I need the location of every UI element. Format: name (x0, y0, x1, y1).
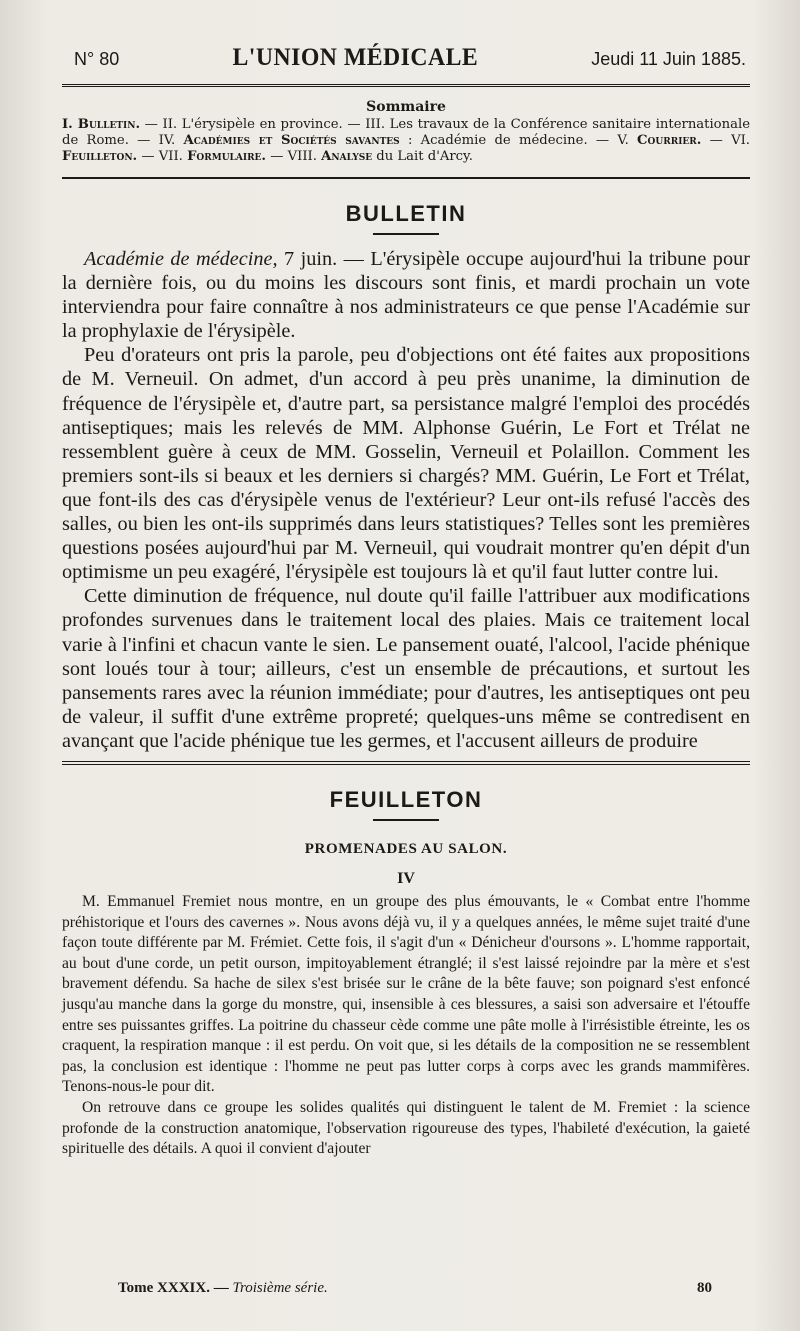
divider (62, 761, 750, 765)
bulletin-section (62, 201, 750, 753)
toc-text-part: — VII. (137, 149, 188, 164)
series-label: Troisième série. (232, 1280, 328, 1296)
toc-text-part: : Académie de médecine. — V. (399, 133, 638, 148)
feuilleton-paragraph: M. Emmanuel Fremiet nous montre, en un groupe des plus émouvants, le « Combat entre l'homme préhistorique et l'ours des cavernes ». Nous avons déjà vu, il y a quelques années, le même sujet traité d'une façon toute différente par M. Frémiet. Cette fois, il s'agit d'un « Dénicheur d'oursons ». L'homme rapportait, au bout d'une corde, un petit ourson, impitoyablement étranglé; il s'est laissé rejoindre par la mère et s'est bravement défendu. Sa hache de silex s'est brisée sur le crâne de la bête fauve; son poignard s'est enfoncé jusqu'au manche dans la gorge du monstre, qui, insensible à ces blessures, a saisi son adversaire et l'étouffe entre ses puissantes griffes. La poitrine du chasseur cède comme une pâte molle à l'irrésistible étreinte, les os craquent, la respiration manque : il est perdu. On voit que, si les détails de la composition ne se ressemblent pas, la conclusion est identique : l'homme ne peut pas lutter corps à corps avec les grands mammifères. Tenons-nous-le pour dit. (62, 892, 750, 1096)
feuilleton-subheading: PROMENADES AU SALON. (304, 840, 508, 857)
divider (62, 177, 750, 179)
toc-label: Analyse (321, 149, 373, 164)
page-number: 80 (697, 1280, 712, 1296)
volume-label: Tome XXXIX. — (118, 1280, 229, 1296)
toc-text-part: — II. L'érysipèle en province. — III. Les travaux de la Conférence sanitaire internationale de Rome. — IV. (62, 117, 751, 148)
heading-underline (373, 819, 439, 821)
bulletin-paragraph: Peu d'orateurs ont pris la parole, peu d'objections ont été faites aux propositions de M. Verneuil. On admet, d'un accord à peu près unanime, la diminution de fréquence de l'érysipèle et, d'autre part, sa persistance malgré l'emploi des procédés antiseptiques; mais les relevés de MM. Alphonse Guérin, Le Fort et Trélat ne ressemblent guère à ceux de MM. Gosselin, Verneuil et Polaillon. Comment les premiers sont-ils si beaux et les derniers si chargés? MM. Guérin, Le Fort et Trélat, que font-ils des cas d'érysipèle venus de l'extérieur? Leur ont-ils refusé l'accès des salles, ou bien les ont-ils supprimés dans leurs statistiques? Telles sont les premières questions posées aujourd'hui par M. Verneuil, qui voudrait montrer qu'en dépit d'un optimisme un peu exagéré, l'érysipèle est toujours là et qu'il faut lutter contre lui. (62, 344, 750, 584)
bulletin-body (62, 247, 750, 753)
bulletin-paragraph: Cette diminution de fréquence, nul doute qu'il faille l'attribuer aux modifications profondes survenues dans le traitement local des plaies. Mais ce traitement local varie à l'infini et chacun vante le sien. Le pansement ouaté, l'alcool, l'acide phénique sont loués tour à tour; ailleurs, c'est un ensemble de précautions, et surtout les pansements rares avec la réunion immédiate; pour d'autres, les antiseptiques ont peu de valeur, il suffit d'une extrême propreté; quelques-uns même se contredisent en avançant que l'acide phénique tue les germes, et l'accusent ailleurs de produire (62, 585, 750, 752)
toc-label: Feuilleton. (62, 149, 138, 164)
bulletin-paragraph (62, 247, 750, 343)
toc-text-part: — VI. (701, 133, 750, 148)
feuilleton-section (62, 787, 750, 1160)
toc-label: Formulaire. (187, 149, 267, 164)
issue-date: Jeudi 11 Juin 1885. (591, 49, 746, 69)
toc-label: Courrier. (637, 133, 702, 148)
bulletin-lead: Académie de médecine, (84, 248, 278, 270)
bulletin-heading: BULLETIN (345, 201, 467, 226)
toc-title: Sommaire (366, 99, 446, 115)
table-of-contents (62, 99, 750, 165)
journal-title: L'UNION MÉDICALE (232, 44, 479, 71)
volume-info (118, 1280, 328, 1297)
toc-text (62, 117, 750, 165)
feuilleton-heading: FEUILLETON (329, 786, 483, 812)
chapter-number: IV (397, 869, 415, 887)
bulletin-text: 7 juin. — L'érysipèle occupe aujourd'hui la tribune pour la dernière fois, ou du moins les discours sont finis, et mardi prochain un vote interviendra pour faire connaître à nos administrateurs ce que pense l'Académie sur la prophylaxie de l'érysipèle. (62, 248, 750, 343)
toc-label: Académies et Sociétés savantes (183, 133, 400, 148)
toc-text-part: — VIII. (266, 149, 322, 164)
heading-underline (373, 233, 439, 235)
masthead (62, 36, 750, 87)
feuilleton-paragraph: On retrouve dans ce groupe les solides qualités qui distinguent le talent de M. Fremiet : la science profonde de la construction anatomique, l'observation rigoureuse des types, l'habileté d'exécution, la gaieté spirituelle des détails. A quoi il convient d'ajouter (62, 1098, 750, 1158)
feuilleton-body (62, 892, 750, 1160)
toc-label: I. Bulletin. (62, 117, 141, 132)
issue-number: N° 80 (74, 49, 120, 69)
toc-text-part: du Lait d'Arcy. (372, 149, 473, 164)
page-footer (118, 1280, 712, 1297)
